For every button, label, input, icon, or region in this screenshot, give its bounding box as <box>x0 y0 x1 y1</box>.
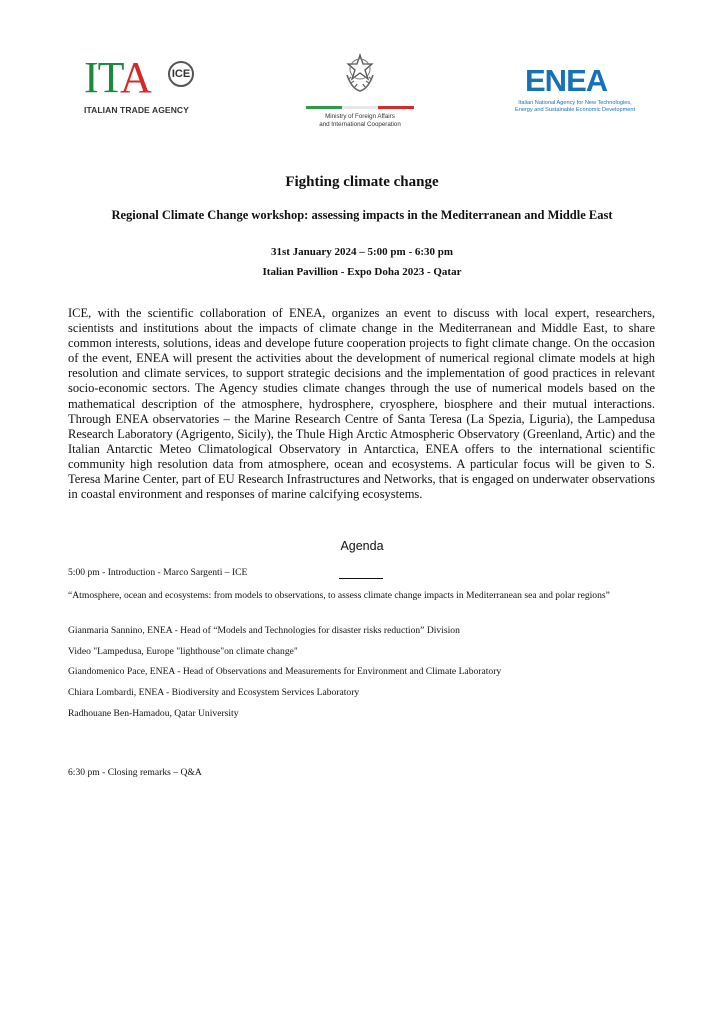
agenda-title: Agenda <box>340 539 384 553</box>
ice-circle-icon: ICE <box>168 61 194 87</box>
event-date: 31st January 2024 – 5:00 pm - 6:30 pm <box>270 246 454 258</box>
agenda-item: Video "Lampedusa, Europe "lighthouse"on climate change" <box>68 646 298 657</box>
flag-white-stripe <box>342 106 378 109</box>
agenda-item: 5:00 pm - Introduction - Marco Sargenti – ICE <box>68 567 248 578</box>
enea-logo <box>510 65 640 125</box>
ita-agency-name: ITALIAN TRADE AGENCY <box>84 105 189 115</box>
ministry-line-1: Ministry of Foreign Affairs <box>325 113 395 120</box>
ministry-line-2: and International Cooperation <box>319 121 401 128</box>
ministry-logo <box>304 53 416 138</box>
enea-mark: ENEA <box>525 63 608 98</box>
flag-red-stripe <box>378 106 414 109</box>
ministry-name <box>304 113 416 129</box>
agenda-item: Giandomenico Pace, ENEA - Head of Observations and Measurements for Environment and Climate Laboratory <box>68 666 502 677</box>
flag-green-stripe <box>306 106 342 109</box>
enea-line-1: Italian National Agency for New Technologies, <box>518 100 632 106</box>
agenda-item: Gianmaria Sannino, ENEA - Head of “Models and Technologies for disaster risks reduction” Division <box>68 625 460 636</box>
enea-agency-name <box>510 100 640 114</box>
logo-header <box>0 0 724 150</box>
enea-line-2: Energy and Sustainable Economic Development <box>514 107 636 113</box>
ita-logo <box>84 53 204 120</box>
event-venue: Italian Pavillion - Expo Doha 2023 - Qatar <box>262 266 462 278</box>
document-title: Fighting climate change <box>285 174 439 190</box>
agenda-item: 6:30 pm - Closing remarks – Q&A <box>68 767 202 778</box>
agenda-item: “Atmosphere, ocean and ecosystems: from models to observations, to assess climate change impacts in Mediterranean sea and polar regions” <box>68 590 610 601</box>
agenda-item: Chiara Lombardi, ENEA - Biodiversity and Ecosystem Services Laboratory <box>68 687 360 698</box>
event-description: ICE, with the scientific collaboration of ENEA, organizes an event to discuss with local expert, researchers, scientists and institutions about the impacts of climate change in the Mediterranean and Middle East, to share common interests, solutions, ideas and develope future cooperation projects to fight climate change. On the occasion of the event, ENEA will present the activities about the development of numerical regional climate models at high resolution and climate services, to support strategic decisions and the implementation of good practices in relevant socio-economic sectors. The Agency studies climate changes through the use of numerical models based on the mathematical description of the atmosphere, hydrosphere, cryosphere, biosphere and their mutual interactions. Through ENEA observatories – the Marine Research Centre of Santa Teresa (La Spezia, Liguria), the Lampedusa Research Laboratory (Agrigento, Sicily), the Thule High Arctic Atmospheric Observatory (Greenland, Artic) and the Italian Antarctic Meteo Climatological Observatory in Antarctica, ENEA offers to the international scientific community high resolution data from atmosphere, ocean and ecosystems. A particular focus will be given to S. Teresa Marine Center, part of EU Research Infrastructures and Networks, that is engaged on underwater observations in coastal environment and responses of marine calcifying ecosystems. <box>68 306 655 502</box>
ita-letters: ITA <box>84 53 151 102</box>
document-subtitle: Regional Climate Change workshop: assessing impacts in the Mediterranean and Middle East <box>111 208 613 222</box>
italian-republic-emblem-icon <box>342 53 378 93</box>
agenda-item: Radhouane Ben-Hamadou, Qatar University <box>68 708 239 719</box>
ita-mark <box>84 53 151 102</box>
